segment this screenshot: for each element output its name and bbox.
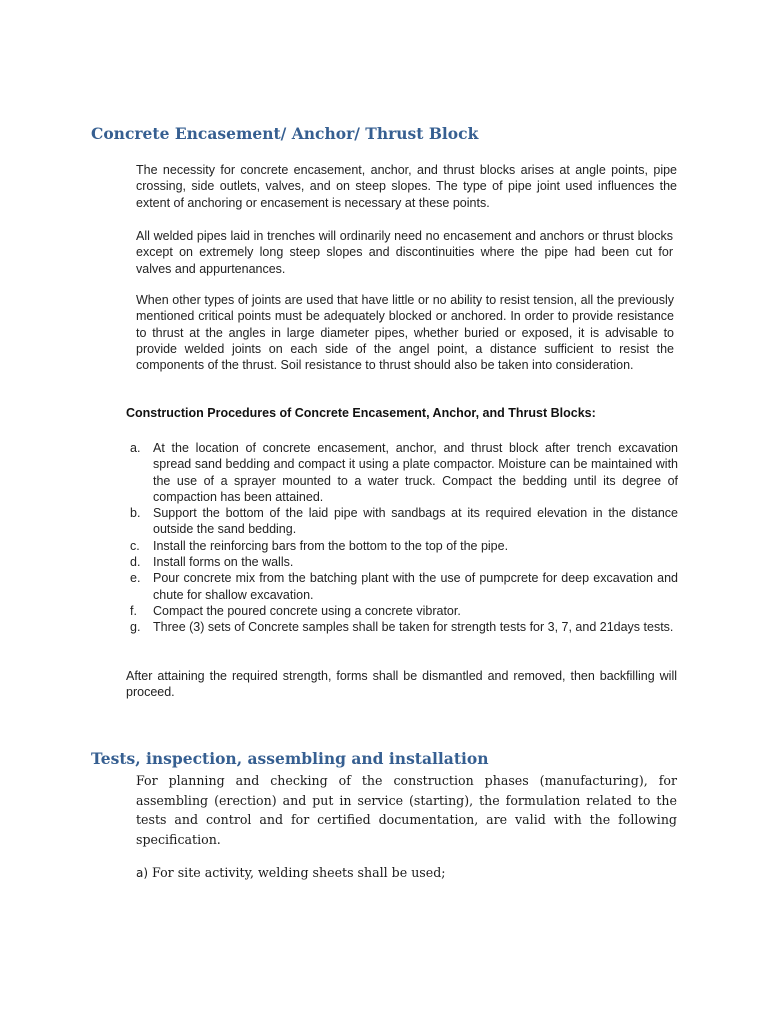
section-heading-tests-inspection: Tests, inspection, assembling and installation — [91, 749, 489, 768]
list-item — [126, 505, 678, 538]
list-item-text: Compact the poured concrete using a concrete vibrator. — [153, 603, 461, 618]
paragraph-welded-pipes: All welded pipes laid in trenches will ordinarily need no encasement and anchors or thrust blocks except on extremely long steep slopes and discontinuities where the pipe had been cut for valves and appurtenances. — [136, 229, 673, 276]
paragraph-planning: For planning and checking of the construction phases (manufacturing), for assembling (erection) and put in service (starting), the formulation related to the tests and control and for certified documentation, are valid with the following specification. — [136, 773, 677, 847]
procedures-list — [126, 440, 678, 636]
list-marker: f. — [130, 603, 137, 618]
list-item-text: Support the bottom of the laid pipe with sandbags at its required elevation in the distance outside the sand bedding. — [153, 506, 678, 537]
section-heading-concrete-encasement: Concrete Encasement/ Anchor/ Thrust Block — [91, 124, 479, 143]
list-marker: a. — [130, 441, 141, 455]
list-item-text: At the location of concrete encasement, anchor, and thrust block after trench excavation spread sand bedding and compact it using a plate compactor. Moisture can be maintained with the use of a sprayer mounted to a water truck. Compact the bedding until its degree of compaction has been attained. — [153, 441, 678, 504]
paragraph-closing: After attaining the required strength, forms shall be dismantled and removed, then backfilling will proceed. — [126, 669, 677, 700]
list-item — [126, 603, 678, 619]
list-marker: e. — [130, 571, 141, 586]
list-item — [126, 570, 678, 603]
list-item-text: Pour concrete mix from the batching plant with the use of pumpcrete for deep excavation and chute for shallow excavation. — [153, 571, 678, 602]
list-item-text: Three (3) sets of Concrete samples shall be taken for strength tests for 3, 7, and 21days tests. — [153, 620, 674, 635]
list-marker: d. — [130, 555, 141, 570]
list-item — [126, 538, 678, 554]
list-item-text: Install forms on the walls. — [153, 555, 294, 570]
list-item — [126, 440, 678, 505]
paragraph-necessity: The necessity for concrete encasement, anchor, and thrust blocks arises at angle points, pipe crossing, side outlets, valves, and on steep slopes. The type of pipe joint used influences the extent of anchoring or encasement is necessary at these points. — [136, 163, 677, 210]
list-marker: b. — [130, 506, 141, 521]
spec-item-marker: a) — [136, 866, 149, 880]
list-marker: c. — [130, 538, 140, 553]
list-item — [126, 619, 678, 635]
spec-item-text: For site activity, welding sheets shall be used; — [152, 865, 446, 880]
procedures-heading: Construction Procedures of Concrete Encasement, Anchor, and Thrust Blocks: — [126, 406, 596, 420]
paragraph-other-joints: When other types of joints are used that have little or no ability to resist tension, all the previously mentioned critical points must be adequately blocked or anchored. In order to provide resistance to thrust at the angles in large diameter pipes, whether buried or exposed, it is advisable to provide welded joints on each side of the angel point, a distance sufficient to resist the components of the thrust. Soil resistance to thrust should also be taken into consideration. — [136, 293, 674, 373]
list-item-text: Install the reinforcing bars from the bottom to the top of the pipe. — [153, 538, 509, 553]
list-item — [126, 554, 678, 570]
spec-item — [136, 863, 677, 884]
list-marker: g. — [130, 620, 141, 635]
